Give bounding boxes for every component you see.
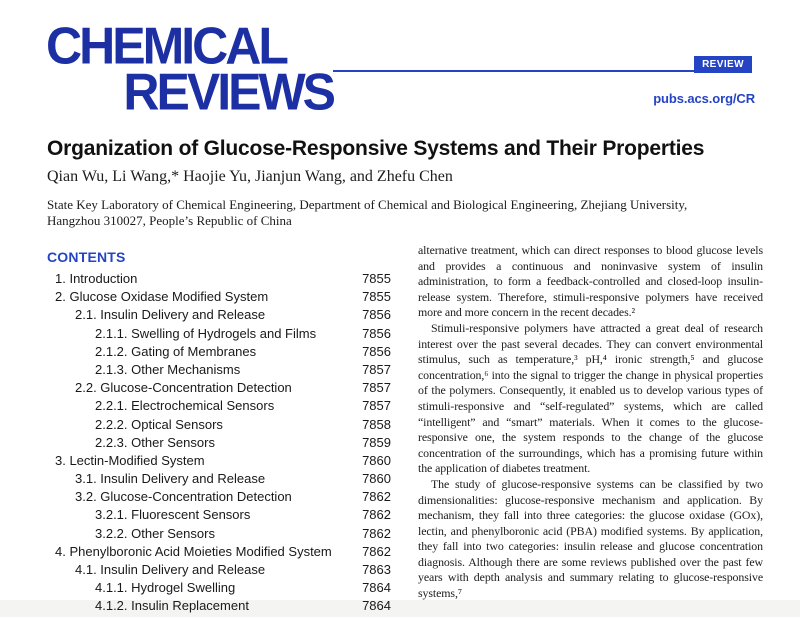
toc-item-page: 7860 (362, 471, 391, 487)
toc-item-label: 2.1.1. Swelling of Hydrogels and Films (95, 325, 317, 341)
toc-item (47, 362, 391, 380)
toc-item (47, 580, 391, 598)
toc-item-page: 7863 (362, 562, 391, 577)
page-title: Organization of Glucose-Responsive Systems and Their Properties (47, 137, 705, 160)
toc-item-page: 7857 (362, 398, 391, 414)
toc-item-page: 7864 (362, 580, 391, 596)
toc-item-label: 2.2. Glucose-Concentration Detection (75, 380, 292, 396)
toc-item-page: 7856 (362, 343, 391, 359)
toc-item (47, 507, 391, 525)
toc-item (47, 398, 391, 416)
body-paragraph: The study of glucose-responsive systems can be classified by two dimensionalities: glucose-responsive mechanism and application. By mechanism, they fall into three categories: the glucose oxidase (GOx), lectin, and phenylboronic acid (PBA) modified systems. By application, they fall into two categories: insulin release and glucose concentration diagnosis. Although there are some reviews published over the past few years with depth analysis and summary relating to glucose-responsive systems,⁷ (418, 476, 763, 601)
toc-item-label: 2.1.3. Other Mechanisms (95, 361, 241, 377)
pubs-acs-link[interactable]: pubs.acs.org/CR (653, 91, 755, 106)
toc-item-label: 2.2.2. Optical Sensors (95, 416, 223, 432)
article-affiliation: State Key Laboratory of Chemical Engineering, Department of Chemical and Biological Engineering, Zhejiang University, Hangzhou 310027, People’s Republic of China (47, 197, 688, 228)
toc-item-label: 4.1. Insulin Delivery and Release (75, 562, 266, 577)
toc-item (47, 271, 391, 289)
toc-item (47, 598, 391, 616)
toc-item-page: 7856 (362, 325, 391, 341)
contents-heading: CONTENTS (47, 249, 126, 265)
toc-item (47, 562, 391, 580)
toc-item-page: 7857 (362, 361, 391, 377)
toc-item (47, 289, 391, 307)
toc-item-page: 7855 (362, 289, 391, 305)
toc-item-page: 7856 (362, 307, 391, 323)
toc-item-page: 7859 (362, 434, 391, 450)
review-badge: REVIEW (694, 56, 752, 73)
toc-item-page: 7862 (362, 507, 391, 523)
toc-item (47, 307, 391, 325)
toc-item-page: 7855 (362, 271, 391, 286)
body-paragraph: alternative treatment, which can direct responses to blood glucose levels and provides a continuous and noninvasive system of insulin administration, to form a feedback-controlled and closed-loop insulin-release system. Therefore, stimuli-responsive polymers have received more and more concern in the recent decades.² (418, 243, 763, 320)
toc-item-label: 3.1. Insulin Delivery and Release (75, 471, 266, 487)
toc-item (47, 471, 391, 489)
toc-item-label: 4.1.2. Insulin Replacement (95, 598, 249, 614)
toc-item-label: 3.2. Glucose-Concentration Detection (75, 489, 292, 505)
toc-item (47, 526, 391, 544)
body-paragraph: Stimuli-responsive polymers have attracted a great deal of research interest over the past several decades. They can convert environmental stimulus, such as temperature,³ pH,⁴ ironic strength,⁵ and glucose concentration,⁶ into the signal to trigger the change in physical properties of the polymers. Consequently, it enabled us to develop various types of stimuli-responsive and “self-regulated” systems, which are called “intelligent” and “smart” materials. When it comes to the glucose-responsive one, the system responds to the change of the glucose concentration of the surroundings, which has a promising future within the application of diabetes treatment. (418, 320, 763, 476)
toc-item-label: 2.1. Insulin Delivery and Release (75, 307, 266, 323)
toc-item-page: 7857 (362, 380, 391, 396)
table-of-contents (47, 271, 391, 614)
toc-item (47, 435, 391, 453)
toc-item-label: 4. Phenylboronic Acid Moieties Modified System (55, 543, 332, 559)
toc-item-page: 7864 (362, 598, 391, 614)
toc-item (47, 326, 391, 344)
journal-logo (46, 16, 333, 121)
toc-item (47, 417, 391, 435)
toc-item (47, 344, 391, 362)
toc-item (47, 489, 391, 507)
toc-item-label: 2.2.1. Electrochemical Sensors (95, 398, 275, 414)
journal-logo-line1: CHEMICAL (46, 16, 286, 75)
toc-item-page: 7858 (362, 416, 391, 432)
toc-item-label: 2.2.3. Other Sensors (95, 434, 215, 450)
toc-item-label: 1. Introduction (55, 271, 138, 286)
toc-item-page: 7862 (362, 543, 391, 559)
toc-item-page: 7860 (362, 452, 391, 468)
toc-item (47, 544, 391, 562)
toc-item-page: 7862 (362, 489, 391, 505)
toc-item-page: 7862 (362, 525, 391, 541)
toc-item (47, 380, 391, 398)
toc-item-label: 2.1.2. Gating of Membranes (95, 343, 257, 359)
masthead-rule (333, 70, 694, 72)
journal-logo-line2: REVIEWS (123, 62, 333, 121)
article-body-column (418, 243, 763, 600)
toc-item-label: 3.2.2. Other Sensors (95, 525, 215, 541)
toc-item-label: 3. Lectin-Modified System (55, 452, 205, 468)
toc-item-label: 2. Glucose Oxidase Modified System (55, 289, 269, 305)
toc-item (47, 453, 391, 471)
toc-item-label: 3.2.1. Fluorescent Sensors (95, 507, 251, 523)
article-authors: Qian Wu, Li Wang,* Haojie Yu, Jianjun Wang, and Zhefu Chen (47, 168, 453, 185)
toc-item-label: 4.1.1. Hydrogel Swelling (95, 580, 236, 596)
